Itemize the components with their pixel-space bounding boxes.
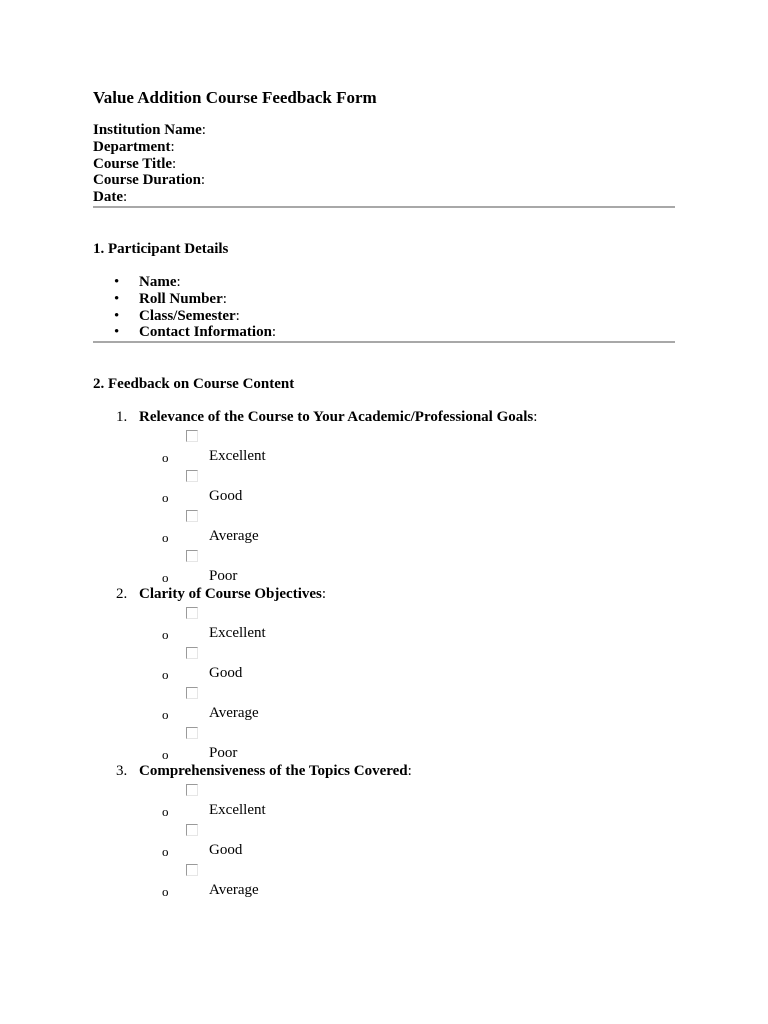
bullet-icon: • — [114, 324, 120, 341]
circle-bullet-icon: o — [162, 529, 169, 545]
circle-bullet-icon: o — [162, 489, 169, 505]
detail-label: Class/Semester — [139, 307, 236, 324]
meta-label: Course Duration — [93, 172, 201, 189]
rating-option-label: Average — [209, 881, 259, 898]
question-number: 2. — [116, 585, 128, 602]
rating-option-label: Excellent — [209, 624, 266, 641]
rating-option — [139, 780, 675, 820]
rating-options — [139, 780, 675, 900]
participant-details-list — [93, 274, 675, 341]
rating-checkbox[interactable] — [186, 470, 198, 482]
section-divider — [93, 206, 675, 208]
meta-date — [93, 189, 675, 206]
question-number: 3. — [116, 762, 128, 779]
rating-option-label: Excellent — [209, 801, 266, 818]
question-item — [93, 763, 675, 900]
question-heading — [116, 762, 675, 780]
question-sep: : — [407, 762, 412, 779]
course-meta — [93, 122, 675, 206]
rating-option — [139, 860, 675, 900]
meta-sep: : — [170, 138, 175, 155]
rating-option — [139, 466, 675, 506]
circle-bullet-icon: o — [162, 626, 169, 642]
rating-option — [139, 546, 675, 586]
circle-bullet-icon: o — [162, 803, 169, 819]
rating-option-label: Good — [209, 487, 243, 504]
detail-label: Contact Information — [139, 324, 272, 341]
circle-bullet-icon: o — [162, 569, 169, 585]
meta-label: Course Title — [93, 155, 173, 172]
bullet-icon: • — [114, 273, 120, 290]
rating-checkbox[interactable] — [186, 687, 198, 699]
rating-option-label: Excellent — [209, 447, 266, 464]
circle-bullet-icon: o — [162, 449, 169, 465]
rating-option-label: Poor — [209, 744, 238, 761]
circle-bullet-icon: o — [162, 746, 169, 762]
rating-option — [139, 683, 675, 723]
rating-option — [139, 723, 675, 763]
question-label: Clarity of Course Objectives — [139, 585, 322, 602]
detail-sep: : — [235, 307, 240, 324]
question-label: Relevance of the Course to Your Academic/Professional Goals — [139, 409, 534, 426]
meta-sep: : — [123, 189, 128, 206]
meta-sep: : — [200, 172, 206, 189]
meta-label: Date — [93, 189, 123, 206]
section-participant-details-title: 1. Participant Details — [93, 240, 229, 257]
rating-checkbox[interactable] — [186, 784, 198, 796]
meta-sep: : — [172, 155, 177, 172]
detail-label: Name — [139, 273, 177, 290]
rating-options — [139, 426, 675, 586]
list-item — [93, 274, 675, 291]
detail-sep: : — [176, 273, 181, 290]
list-item — [93, 324, 675, 341]
circle-bullet-icon: o — [162, 666, 169, 682]
meta-course-title — [93, 156, 675, 173]
rating-option — [139, 603, 675, 643]
rating-checkbox[interactable] — [186, 510, 198, 522]
meta-sep: : — [201, 122, 206, 138]
rating-option-label: Average — [209, 527, 259, 544]
feedback-form-page — [93, 88, 675, 900]
circle-bullet-icon: o — [162, 843, 169, 859]
rating-option — [139, 820, 675, 860]
question-sep: : — [321, 585, 327, 602]
bullet-icon: • — [114, 307, 120, 324]
detail-sep: : — [222, 290, 227, 307]
question-heading — [116, 409, 675, 426]
detail-label: Roll Number — [139, 290, 223, 307]
form-title: Value Addition Course Feedback Form — [93, 88, 377, 107]
detail-sep: : — [271, 324, 277, 341]
question-sep: : — [533, 409, 538, 426]
meta-course-duration — [93, 172, 675, 189]
rating-option-label: Good — [209, 841, 243, 858]
rating-checkbox[interactable] — [186, 727, 198, 739]
bullet-icon: • — [114, 290, 120, 307]
meta-department — [93, 139, 675, 156]
rating-options — [139, 603, 675, 763]
question-label: Comprehensiveness of the Topics Covered — [139, 762, 408, 779]
rating-checkbox[interactable] — [186, 430, 198, 442]
section-divider — [93, 341, 675, 343]
rating-option — [139, 426, 675, 466]
meta-label: Institution Name — [93, 122, 202, 138]
section-course-content-title: 2. Feedback on Course Content — [93, 376, 295, 393]
course-content-questions — [93, 409, 675, 899]
rating-option-label: Average — [209, 704, 259, 721]
meta-institution-name — [93, 122, 675, 139]
rating-option — [139, 643, 675, 683]
list-item — [93, 291, 675, 308]
rating-checkbox[interactable] — [186, 550, 198, 562]
rating-checkbox[interactable] — [186, 647, 198, 659]
question-item — [93, 409, 675, 586]
rating-checkbox[interactable] — [186, 824, 198, 836]
meta-label: Department — [93, 138, 171, 155]
list-item — [93, 308, 675, 325]
circle-bullet-icon: o — [162, 706, 169, 722]
circle-bullet-icon: o — [162, 883, 169, 899]
rating-checkbox[interactable] — [186, 864, 198, 876]
question-number: 1. — [116, 409, 128, 426]
question-heading — [116, 585, 675, 603]
rating-option — [139, 506, 675, 546]
question-item — [93, 586, 675, 763]
rating-option-label: Poor — [209, 567, 238, 584]
rating-checkbox[interactable] — [186, 607, 198, 619]
rating-option-label: Good — [209, 664, 243, 681]
